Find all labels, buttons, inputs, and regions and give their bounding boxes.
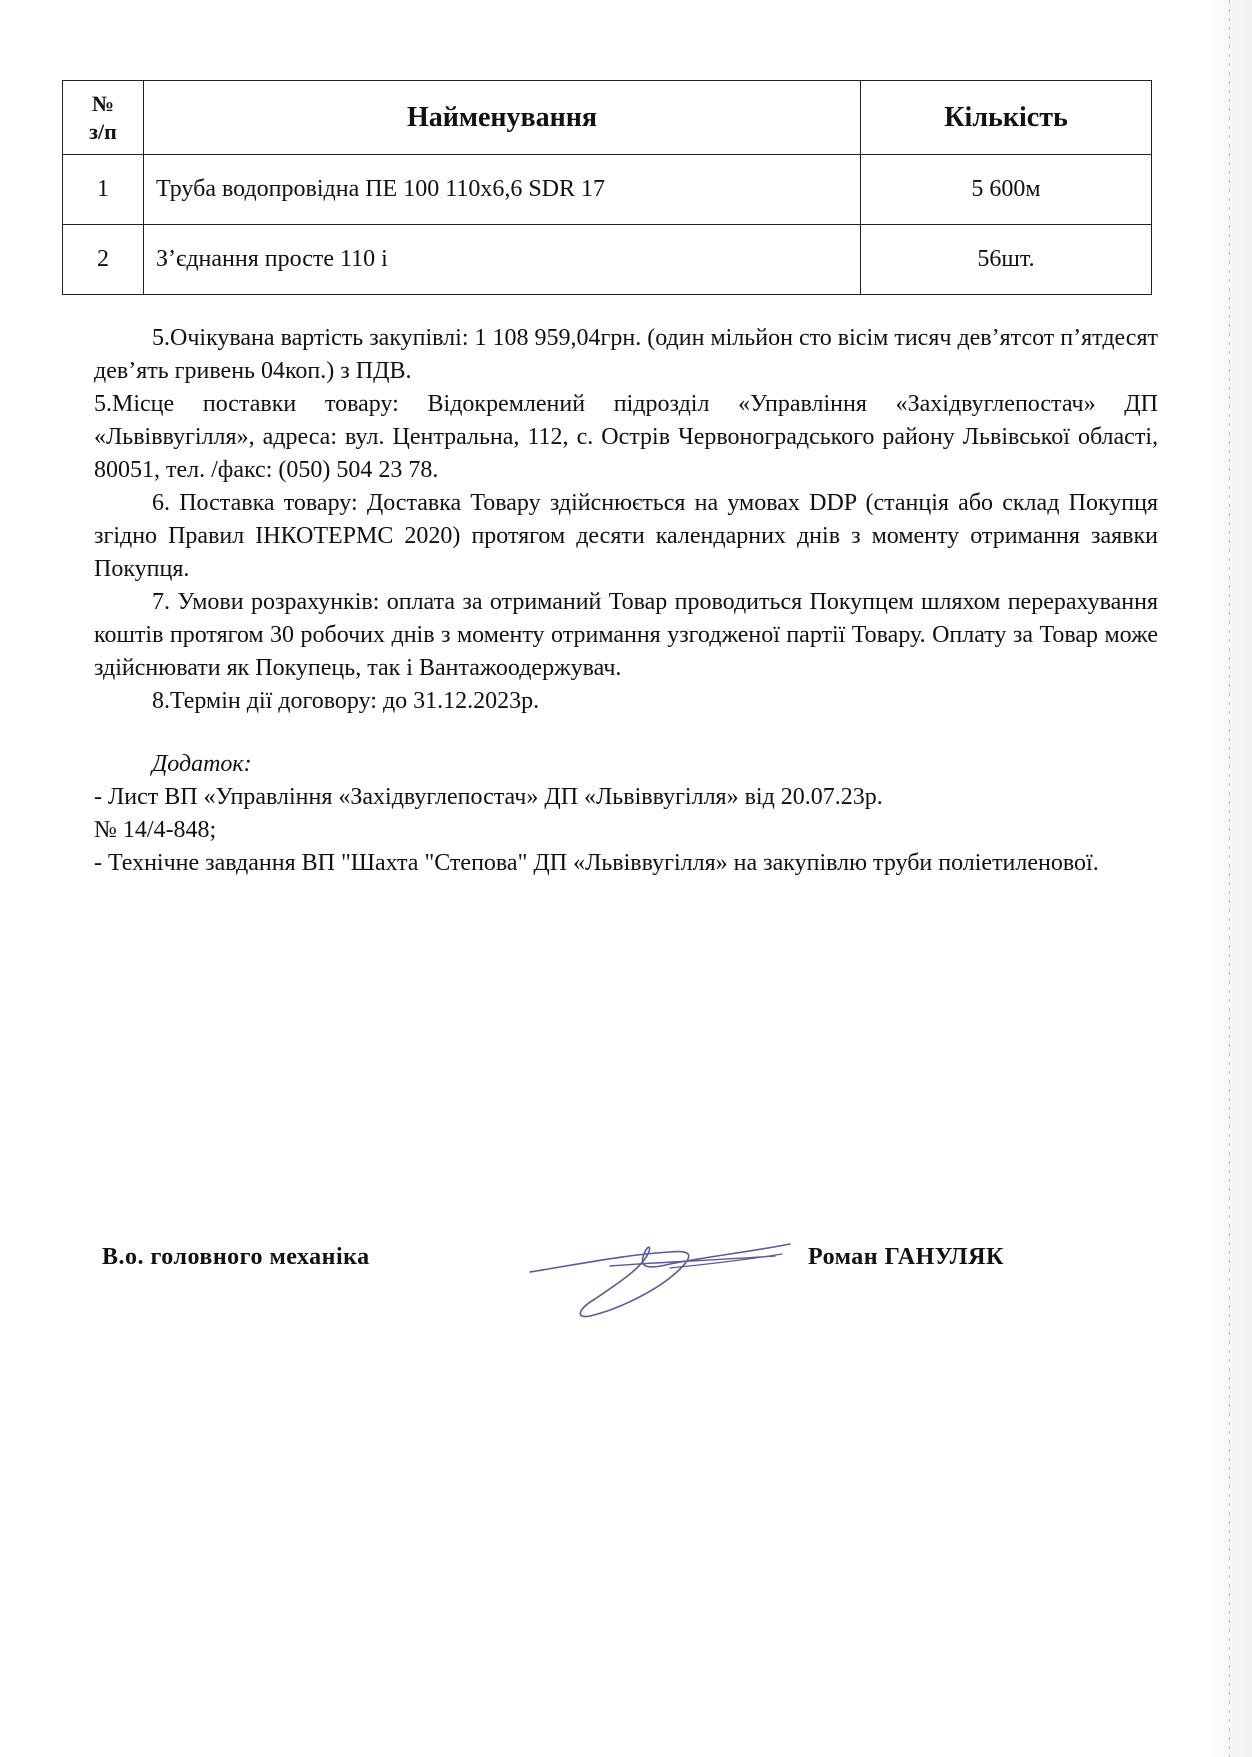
- header-quantity: Кількість: [861, 81, 1152, 155]
- header-number-abbr: з/п: [89, 119, 117, 144]
- signer-position: В.о. головного механіка: [102, 1244, 370, 1270]
- row-quantity: 56шт.: [861, 225, 1152, 295]
- appendix-item-letter: - Лист ВП «Управління «Західвуглепостач» ДП «Львіввугілля» від 20.07.23р.: [94, 784, 883, 810]
- paragraph-delivery-terms: 6. Поставка товару: Доставка Товару здійснюється на умовах DDP (станція або склад Покупця згідно Правил ІНКОТЕРМС 2020) протягом десяти календарних днів з моменту отримання заявки Покупця.: [94, 490, 1158, 582]
- row-name: З’єднання просте 110 і: [144, 225, 861, 295]
- header-number: [63, 81, 144, 155]
- row-name: Труба водопровідна ПЕ 100 110х6,6 SDR 17: [144, 155, 861, 225]
- appendix-item-spec: - Технічне завдання ВП "Шахта "Степова" ДП «Львіввугілля» на закупівлю труби поліетиленової.: [94, 850, 1099, 876]
- paragraph-expected-cost: 5.Очікувана вартість закупівлі: 1 108 959,04грн. (один мільйон сто вісім тисяч дев’ятсот п’ятдесят дев’ять гривень 04коп.) з ПДВ.: [94, 325, 1158, 384]
- row-quantity: 5 600м: [861, 155, 1152, 225]
- paragraph-payment-terms: 7. Умови розрахунків: оплата за отриманий Товар проводиться Покупцем шляхом перерахування коштів протягом 30 робочих днів з моменту отримання узгодженої партії Товару. Оплату за Товар може здійснювати як Покупець, так і Вантажоодержувач.: [94, 589, 1158, 681]
- appendix-item-letter-number: № 14/4-848;: [94, 817, 217, 843]
- row-number: 2: [63, 225, 144, 295]
- items-table: [62, 80, 1152, 295]
- appendix-title: Додаток:: [152, 751, 252, 777]
- handwritten-signature: [520, 1224, 800, 1324]
- header-number-symbol: №: [91, 91, 115, 116]
- document-body: [94, 322, 1158, 880]
- paragraph-contract-term: 8.Термін дії договору: до 31.12.2023р.: [152, 688, 540, 714]
- table-row: [63, 225, 1152, 295]
- table-header-row: [63, 81, 1152, 155]
- signature-block: [0, 1224, 1252, 1324]
- row-number: 1: [63, 155, 144, 225]
- paragraph-delivery-place: 5.Місце поставки товару: Відокремлений підрозділ «Управління «Західвуглепостач» ДП «Львіввугілля», адреса: вул. Центральна, 112, с. Острів Червоноградського району Львівської області, 80051, тел. /факс: (050) 504 23 78.: [94, 391, 1158, 483]
- scan-edge-shadow: [1206, 0, 1252, 1757]
- header-name: Найменування: [144, 81, 861, 155]
- signer-name: Роман ГАНУЛЯК: [808, 1244, 1004, 1270]
- table-row: [63, 155, 1152, 225]
